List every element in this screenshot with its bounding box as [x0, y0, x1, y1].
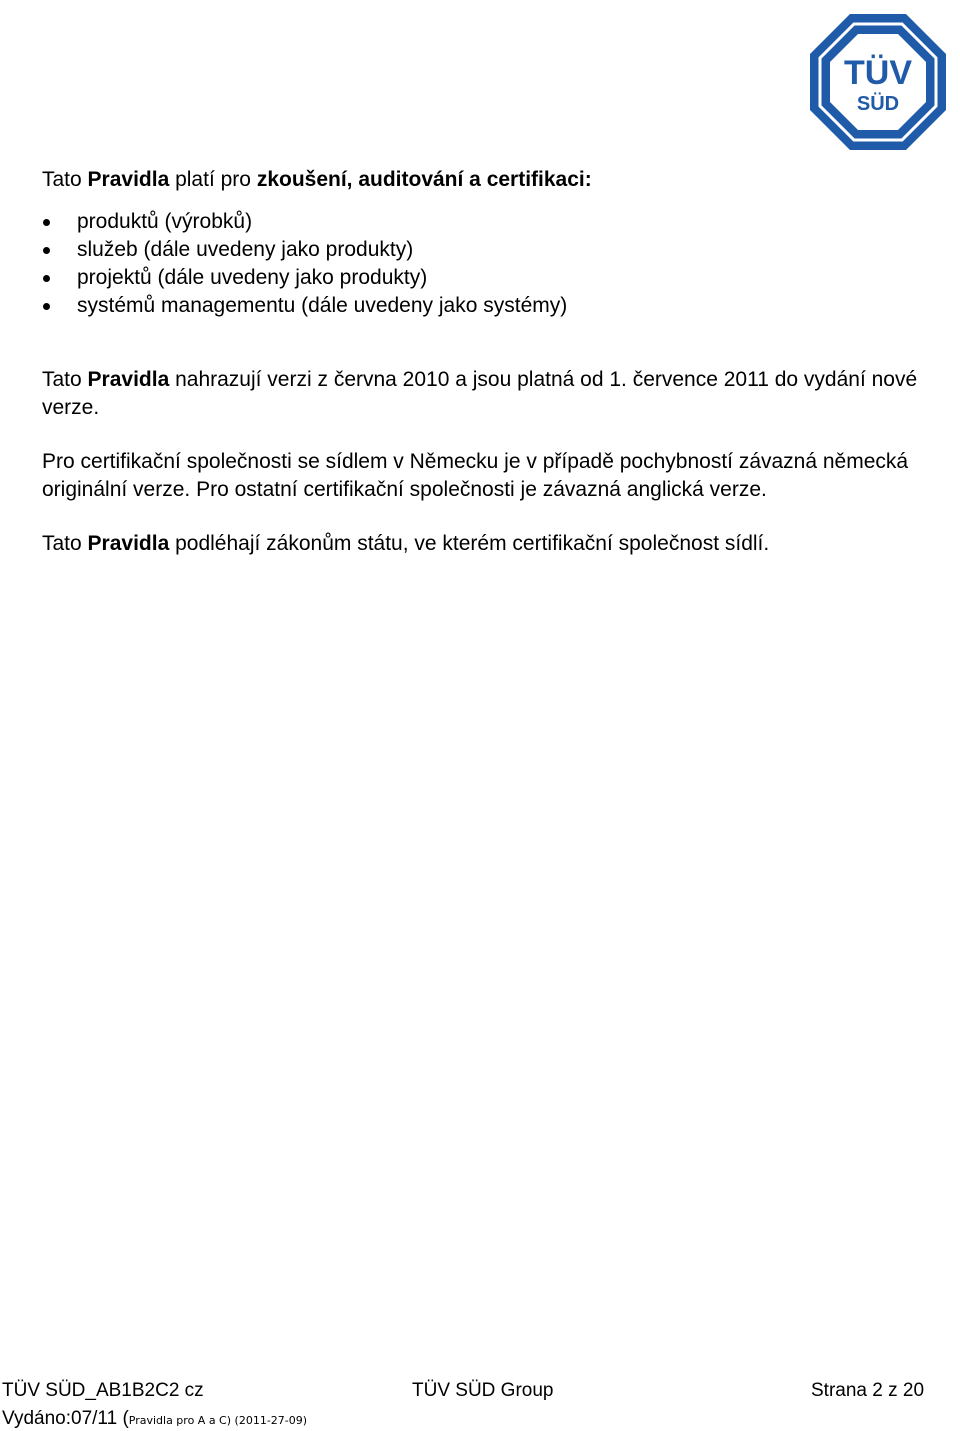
list-item-text: služeb (dále uvedeny jako produkty): [77, 238, 414, 261]
footer-group: TÜV SÜD Group: [412, 1380, 554, 1401]
footer-issued-doc: Pravidla pro A a C: [128, 1414, 227, 1427]
bullet-icon: [43, 303, 50, 310]
document-body: [42, 166, 942, 558]
bullet-icon: [43, 275, 50, 282]
footer-issued: [2, 1408, 307, 1430]
paragraph-text: podléhají zákonům státu, ve kterém certifikační společnost sídlí.: [169, 532, 770, 555]
intro-paragraph: [42, 166, 942, 194]
list-item: [42, 292, 942, 320]
validity-paragraph: [42, 366, 942, 422]
tuv-sud-logo: [808, 12, 948, 152]
jurisdiction-paragraph: [42, 530, 942, 558]
language-paragraph: [42, 448, 942, 504]
list-item-text: produktů (výrobků): [77, 210, 253, 233]
intro-text: platí pro: [169, 168, 257, 191]
footer-issued-date: ) (2011-27-09): [226, 1414, 308, 1427]
footer-page-number: Strana 2 z 20: [811, 1380, 925, 1401]
list-item: [42, 208, 942, 236]
footer-issued-label: Vydáno:07/11: [2, 1408, 118, 1429]
logo-text-tuv: TÜV: [844, 54, 912, 92]
paragraph-text: Tato: [42, 532, 88, 555]
paragraph-text: Pro certifikační společnosti se sídlem v Německu je v případě pochybností závazná německá originální verze. Pro ostatní certifikační společnosti je závazná anglická verze.: [42, 450, 909, 501]
paragraph-text: Tato: [42, 368, 88, 391]
list-item-text: projektů (dále uvedeny jako produkty): [77, 266, 428, 289]
footer-issued-paren: (: [122, 1408, 129, 1429]
intro-bold-term: Pravidla: [87, 168, 170, 191]
intro-text: Tato: [42, 168, 88, 191]
paragraph-bold-term: Pravidla: [87, 368, 170, 391]
intro-bold-scope: zkoušení, auditování a certifikaci:: [256, 168, 592, 191]
logo-text-sud: SÜD: [856, 93, 900, 115]
bullet-icon: [43, 247, 50, 254]
footer-document-id: TÜV SÜD_AB1B2C2 cz: [2, 1380, 204, 1401]
paragraph-text: nahrazují verzi z června 2010 a jsou platná od 1. července 2011 do vydání nové verze.: [42, 368, 918, 419]
scope-list: [42, 208, 942, 320]
list-item: [42, 264, 942, 292]
list-item-text: systémů managementu (dále uvedeny jako systémy): [77, 294, 568, 317]
list-item: [42, 236, 942, 264]
bullet-icon: [43, 219, 50, 226]
paragraph-bold-term: Pravidla: [87, 532, 170, 555]
